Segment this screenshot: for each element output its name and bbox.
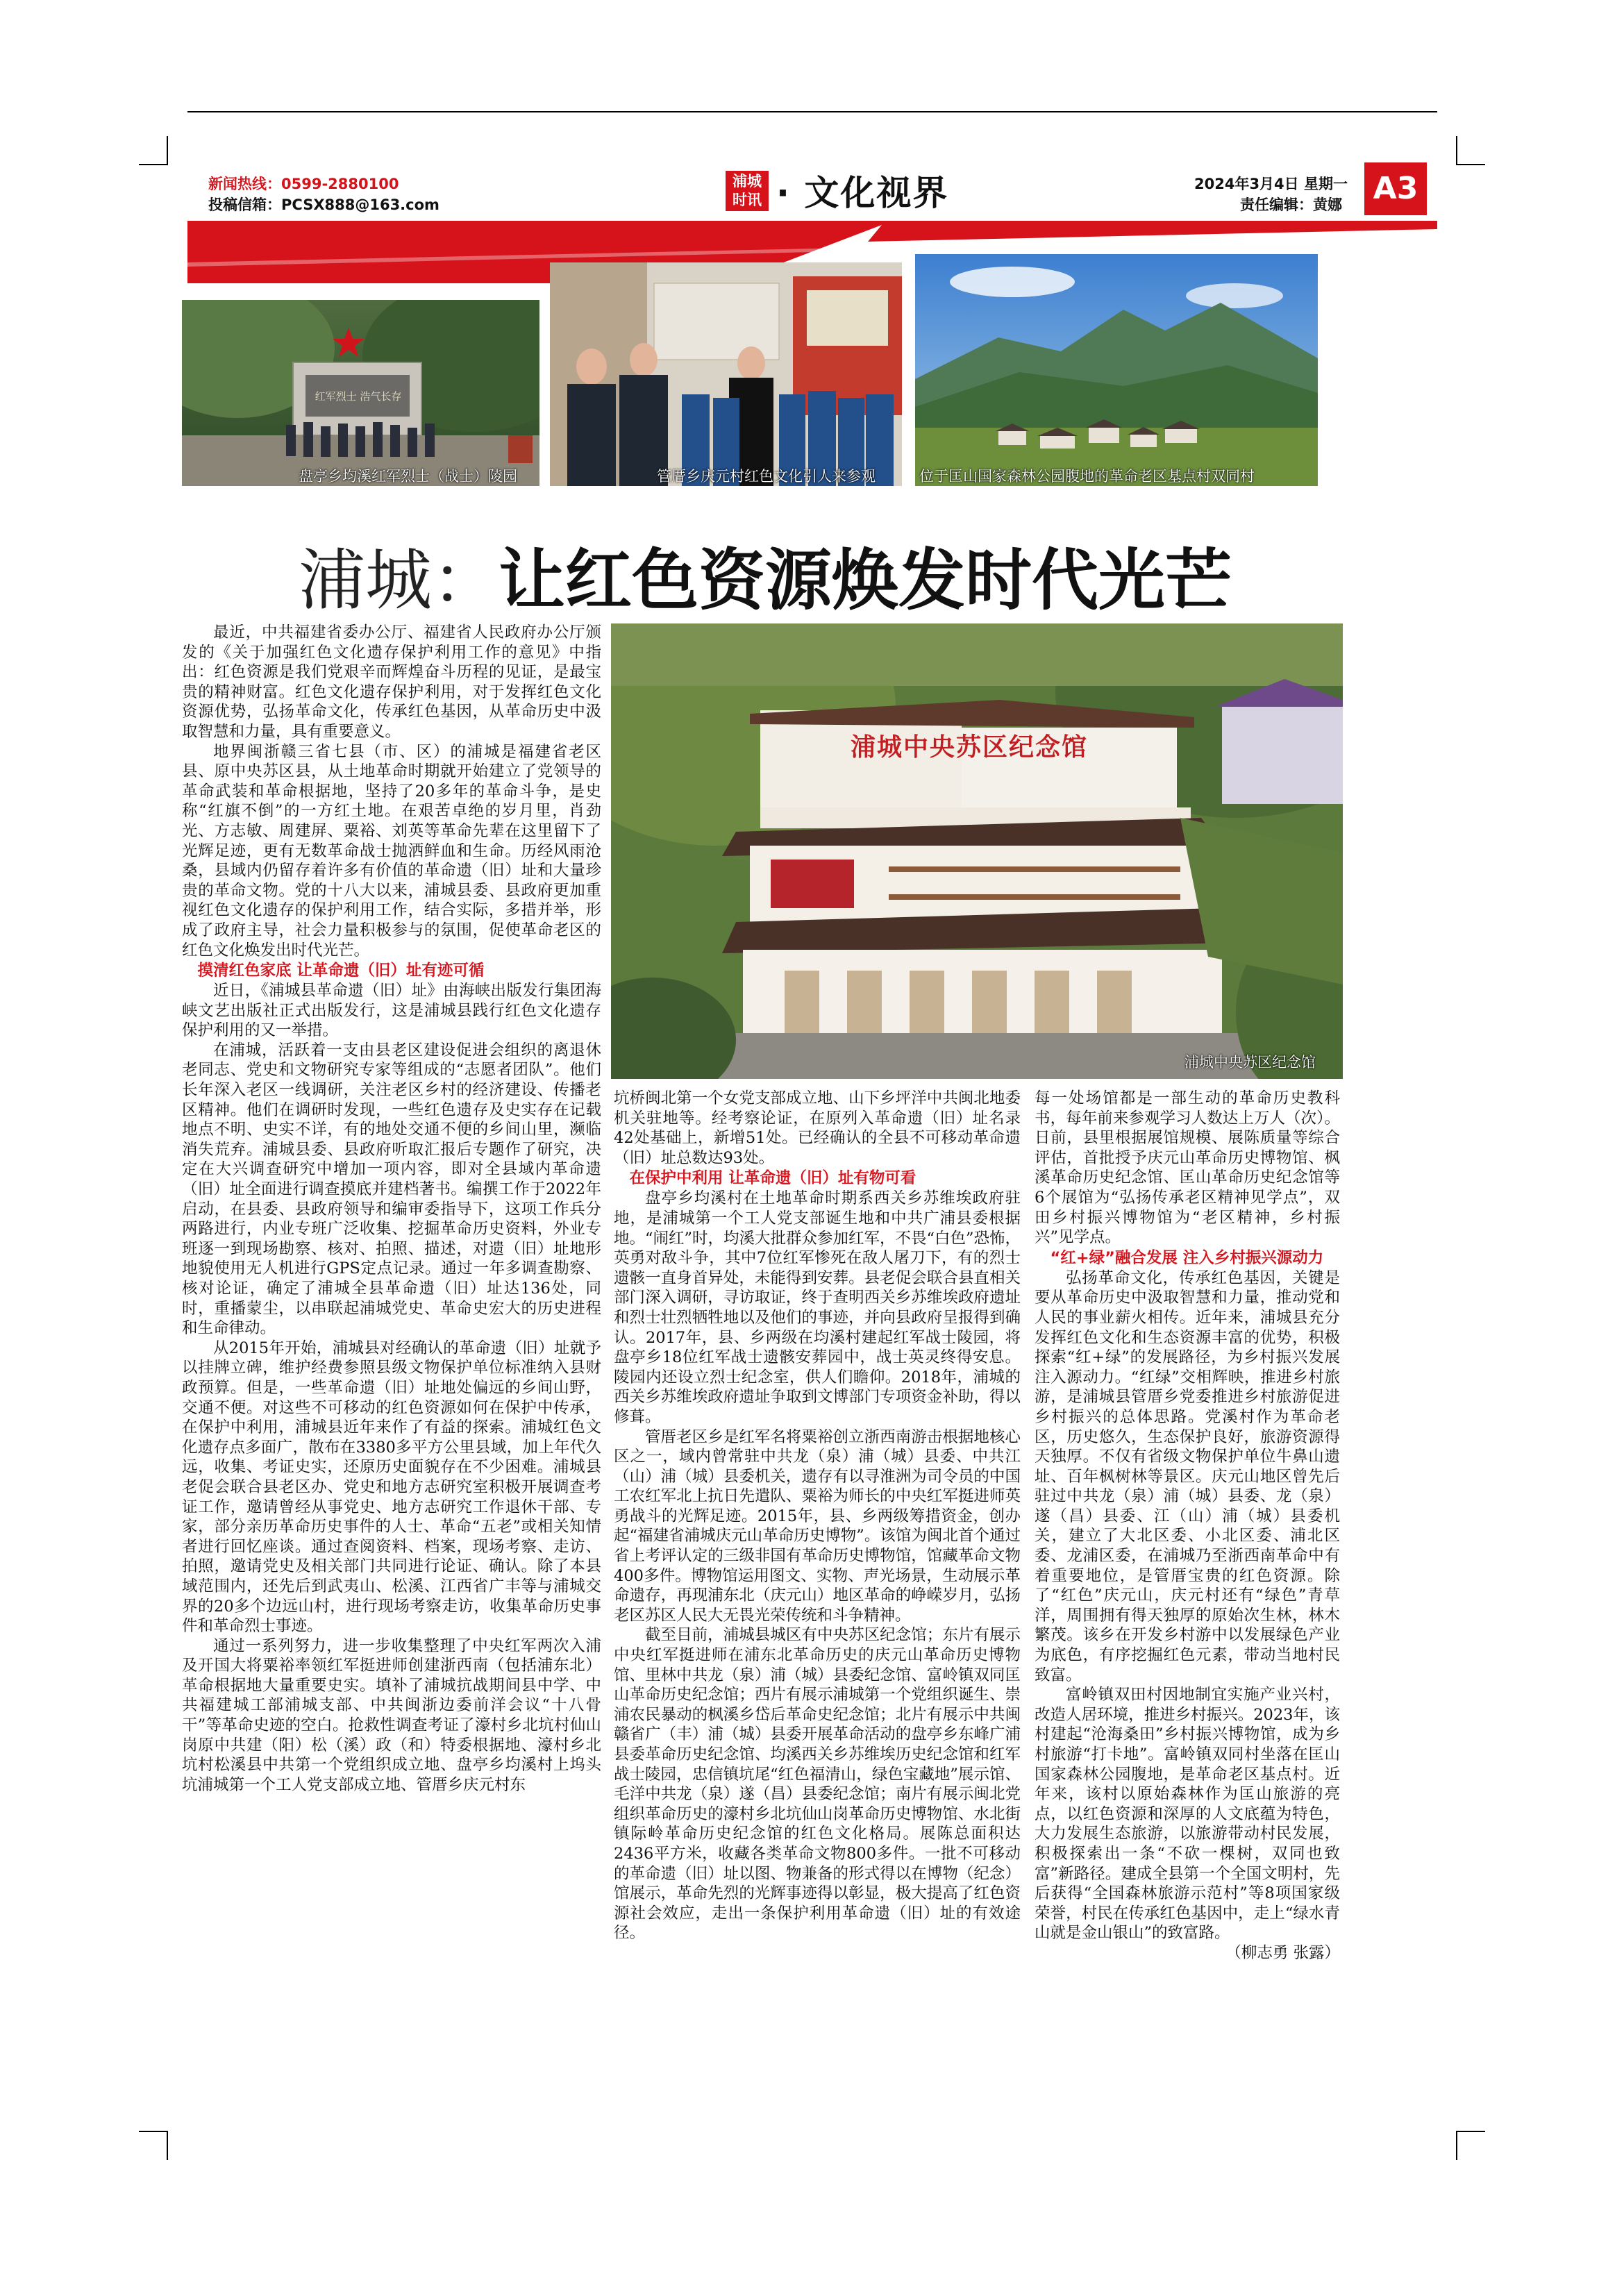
article-paragraph: 地界闽浙赣三省七县（市、区）的浦城是福建省老区县、原中央苏区县，从土地革命时期就开始建立了党领导的革命武装和革命根据地，坚持了20多年的革命斗争，是史称“红旗不倒”的一方红土地。在艰苦卓绝的岁月里，肖劲光、方志敏、周建屏、粟裕、刘英等革命先辈在这里留下了光辉足迹，更有无数革命战士抛洒鲜血和生命。历经风雨沧桑，县域内仍留存着许多有价值的革命遗（旧）址和大量珍贵的革命文物。党的十八大以来，浦城县委、县政府更加重视红色文化遗存的保护利用工作，结合实际，多措并举，形成了政府主导，社会力量积极参与的氛围，促使革命老区的红色文化焕发出时代光芒。 — [182, 742, 601, 960]
building-sign: 浦城中央苏区纪念馆 — [851, 732, 1089, 762]
headline — [299, 528, 1232, 623]
issue-date: 2024年3月4日 星期一 — [1194, 176, 1348, 192]
photo-caption: 位于匡山国家森林公园腹地的革命老区基点村双同村 — [919, 468, 1255, 485]
subheading: 摸清红色家底 让革命遗（旧）址有迹可循 — [197, 962, 485, 980]
article-column-2 — [614, 1089, 1021, 1943]
section-title: · 文化视界 — [776, 173, 949, 213]
article-column-1 — [182, 623, 601, 1795]
photo-shuangtong-village — [915, 254, 1318, 486]
article-column-3 — [1035, 1089, 1340, 1963]
photo-caption: 浦城中央苏区纪念馆 — [1184, 1054, 1316, 1071]
article-paragraph: 从2015年开始，浦城县对经确认的革命遗（旧）址就予以挂牌立碑，维护经费参照县级文物保护单位标准纳入县财政预算。但是，一些革命遗（旧）址地处偏远的乡间山野，交通不便。对这些不可移动的红色资源如何在保护中传承，在保护中利用，浦城县近年来作了有益的探索。浦城红色文化遗存点多面广，散布在3380多平方公里县域，加上年代久远，收集、考证史实，还原历史面貌存在不少困难。浦城县老促会联合县老区办、党史和地方志研究室积极开展调查考证工作，邀请曾经从事党史、地方志研究工作退休干部、专家，部分亲历革命历史事件的人士、革命“五老”或相关知情者进行回忆座谈。通过查阅资料、档案，现场考察、走访、拍照，邀请党史及相关部门共同进行论证、确认。除了本县域范围内，还先后到武夷山、松溪、江西省广丰等与浦城交界的20多个边远山村，进行现场考察走访，收集革命历史事件和革命烈士事迹。 — [182, 1339, 601, 1636]
headline-city: 浦城： — [299, 542, 499, 619]
crop-mark-top-right — [1456, 136, 1485, 165]
subheading: “红+绿”融合发展 注入乡村振兴源动力 — [1050, 1248, 1324, 1267]
trim-line — [187, 111, 1437, 112]
headline-main: 让红色资源焕发时代光芒 — [499, 542, 1232, 619]
photo-caption: 管厝乡庆元村红色文化引人来参观 — [657, 468, 876, 485]
article-paragraph: 通过一系列努力，进一步收集整理了中央红军两次入浦及开国大将粟裕率领红军挺进师创建浙西南（包括浦东北）革命根据地大量重要史实。填补了浦城抗战期间县中学、中共福建城工部浦城支部、中共闽浙边委前洋会议“十八骨干”等革命史迹的空白。抢救性调查考证了濠村乡北坑村仙山岗原中共建（阳）松（溪）政（和）特委根据地、濠村乡北坑村松溪县中共第一个党组织成立地、盘亭乡均溪村上坞头坑浦城第一个工人党支部成立地、管厝乡庆元村东 — [182, 1636, 601, 1794]
issue-info — [1194, 174, 1348, 215]
article-paragraph: 在浦城，活跃着一支由县老区建设促进会组织的离退休老同志、党史和文物研究专家等组成的“志愿者团队”。他们长年深入老区一线调研，关注老区乡村的经济建设、传播老区精神。他们在调研时发现，一些红色遗存及史实存在记载地点不明、史实不详，有的地处交通不便的乡间山里，濒临消失荒弃。浦城县委、县政府听取汇报后专题作了研究，决定在大兴调查研究中增加一项内容，即对全县域内革命遗（旧）址全面进行调查摸底并建档著书。编撰工作于2022年启动，在县委、县政府领导和编审委指导下，这项工作兵分两路进行，内业专班广泛收集、挖掘革命历史资料，外业专班逐一到现场勘察、核对、拍照、描述，对遗（旧）址地形地貌使用无人机进行GPS定点记录。通过一年多调查勘察、核对论证，确定了浦城全县革命遗（旧）址达136处，同时，重播蒙尘，以串联起浦城党史、革命史宏大的历史进程和生命律动。 — [182, 1041, 601, 1338]
article-paragraph: 截至目前，浦城县城区有中央苏区纪念馆；东片有展示中央红军挺进师在浦东北革命历史的庆元山革命历史博物馆、里林中共龙（泉）浦（城）县委纪念馆、富岭镇双同匡山革命历史纪念馆；西片有展示浦城第一个党组织诞生、崇浦农民暴动的枫溪乡岱后革命史纪念馆；北片有展示中共闽赣省广（丰）浦（城）县委开展革命活动的盘亭乡东峰广浦县委革命历史纪念馆、均溪西关乡苏维埃历史纪念馆和红军战士陵园，忠信镇坑尾“红色福清山，绿色宝藏地”展示馆、毛洋中共龙（泉）遂（昌）县委纪念馆；南片有展示闽北党组织革命历史的濠村乡北坑仙山岗革命历史博物馆、水北街镇际岭革命历史纪念馆的红色文化格局。展陈总面积达2436平方米，收藏各类革命文物800多件。一批不可移动的革命遗（旧）址以图、物兼备的形式得以在博物（纪念）馆展示，革命先烈的光辉事迹得以彰显，极大提高了红色资源社会效应，走出一条保护利用革命遗（旧）址的有效途径。 — [614, 1626, 1021, 1943]
contact-info — [208, 174, 440, 215]
article-paragraph: 近日，《浦城县革命遗（旧）址》由海峡出版发行集团海峡文艺出版社正式出版发行，这是浦城县践行红色文化遗存保护利用的又一举措。 — [182, 982, 601, 1040]
crop-mark-top-left — [139, 136, 168, 165]
article-paragraph: 坑桥闽北第一个女党支部成立地、山下乡坪洋中共闽北地委机关驻地等。经考察论证，在原列入革命遗（旧）址名录42处基础上，新增51处。已经确认的全县不可移动革命遗（旧）址总数达93处。 — [614, 1089, 1021, 1167]
email-address: PCSX888@163.com — [281, 196, 440, 213]
author-byline: （柳志勇 张露） — [1225, 1943, 1340, 1962]
article-paragraph: 每一处场馆都是一部生动的革命历史教科书，每年前来参观学习人数达上万人（次）。日前，县里根据展馆规模、展陈质量等综合评估，首批授予庆元山革命历史博物馆、枫溪革命历史纪念馆、匡山革命历史纪念馆等6个展馆为“弘扬传承老区精神见学点”，双田乡村振兴博物馆为“老区精神，乡村振兴”见学点。 — [1035, 1089, 1340, 1247]
article-paragraph: 富岭镇双田村因地制宜实施产业兴村，改造人居环境，推进乡村振兴。2023年，该村建起“沧海桑田”乡村振兴博物馆，成为乡村旅游“打卡地”。富岭镇双同村坐落在匡山国家森林公园腹地，是革命老区基点村。近年来，该村以原始森林作为匡山旅游的亮点，以红色资源和深厚的人文底蕴为特色，大力发展生态旅游，以旅游带动村民发展，积极探索出一条“不砍一棵树，双同也致富”新路径。建成全县第一个全国文明村，先后获得“全国森林旅游示范村”等8项国家级荣誉，村民在传承红色基因中，走上“绿水青山就是金山银山”的致富路。 — [1035, 1686, 1340, 1943]
photo-visitors-exhibition — [550, 262, 902, 486]
subheading: 在保护中利用 让革命遗（旧）址有物可看 — [629, 1169, 916, 1188]
photo-memorial-hall — [611, 623, 1343, 1079]
crop-mark-bottom-left — [139, 2131, 168, 2160]
hotline-number: 0599-2880100 — [281, 176, 399, 192]
article-paragraph: 最近，中共福建省委办公厅、福建省人民政府办公厅颁发的《关于加强红色文化遗存保护利用工作的意见》中指出：红色资源是我们党艰辛而辉煌奋斗历程的见证，是最宝贵的精神财富。红色文化遗存保护利用，对于发挥红色文化资源优势，弘扬革命文化，传承红色基因，从革命历史中汲取智慧和力量，具有重要意义。 — [182, 623, 601, 741]
article-paragraph: 盘亭乡均溪村在土地革命时期系西关乡苏维埃政府驻地，是浦城第一个工人党支部诞生地和中共广浦县委根据地。“闹红”时，均溪大批群众参加红军，不畏“白色”恐怖，英勇对敌斗争，其中7位红军惨死在敌人屠刀下，有的烈士遗骸一直身首异处，未能得到安葬。县老促会联合县直相关部门深入调研，寻访取证，终于查明西关乡苏维埃政府遗址和烈士壮烈牺牲地以及他们的事迹，并向县政府呈报得到确认。2017年，县、乡两级在均溪村建起红军战士陵园，将盘亭乡18位红军战士遗骸安葬园中，战士英灵终得安息。陵园内还设立烈士纪念室，供人们瞻仰。2018年，浦城的西关乡苏维埃政府遗址争取到文博部门专项资金补助，得以修葺。 — [614, 1189, 1021, 1426]
newspaper-brand: 浦城 时讯 — [726, 171, 769, 211]
page-number: A3 — [1364, 162, 1427, 215]
photo-caption: 盘亭乡均溪红军烈士（战士）陵园 — [299, 468, 517, 485]
article-paragraph: 管厝老区乡是红军名将粟裕创立浙西南游击根据地核心区之一，域内曾常驻中共龙（泉）浦（城）县委、中共江（山）浦（城）县委机关，遗存有以寻淮洲为司令员的中国工农红军北上抗日先遣队、粟裕为师长的中央红军挺进师英勇战斗的光辉足迹。2015年，县、乡两级筹措资金，创办起“福建省浦城庆元山革命历史博物”。该馆为闽北首个通过省上考评认定的三级非国有革命历史博物馆，馆藏革命文物400多件。博物馆运用图文、实物、声光场景，生动展示革命遗存，再现浦东北（庆元山）地区革命的峥嵘岁月，弘扬老区苏区人民大无畏光荣传统和斗争精神。 — [614, 1427, 1021, 1625]
photo-martyrs-cemetery — [182, 300, 539, 486]
email-label: 投稿信箱： — [208, 196, 281, 213]
editor-credit: 责任编辑：黄娜 — [1240, 196, 1342, 213]
article-paragraph: 弘扬革命文化，传承红色基因，关键是要从革命历史中汲取智慧和力量，推动党和人民的事业薪火相传。近年来，浦城县充分发挥红色文化和生态资源丰富的优势，积极探索“红+绿”的发展路径，为乡村振兴发展注入源动力。“红绿”交相辉映，推进乡村旅游，是浦城县管厝乡党委推进乡村旅游促进乡村振兴的总体思路。党溪村作为革命老区，历史悠久，生态保护良好，旅游资源得天独厚。不仅有省级文物保护单位牛鼻山遗址、百年枫树林等景区。庆元山地区曾先后驻过中共龙（泉）浦（城）县委、龙（泉）遂（昌）县委、江（山）浦（城）县委机关，建立了大北区委、小北区委、浦北区委、龙浦区委，在浦城乃至浙西南革命中有着重要地位，是管厝宝贵的红色资源。除了“红色”庆元山，庆元村还有“绿色”青草洋，周围拥有得天独厚的原始次生林，林木繁茂。该乡在开发乡村游中以发展绿色产业为底色，有序挖掘红色元素，带动当地村民致富。 — [1035, 1268, 1340, 1684]
crop-mark-bottom-right — [1456, 2131, 1485, 2160]
monument-inscription: 红军烈士 浩气长存 — [315, 390, 402, 403]
hotline-label: 新闻热线： — [208, 176, 281, 192]
